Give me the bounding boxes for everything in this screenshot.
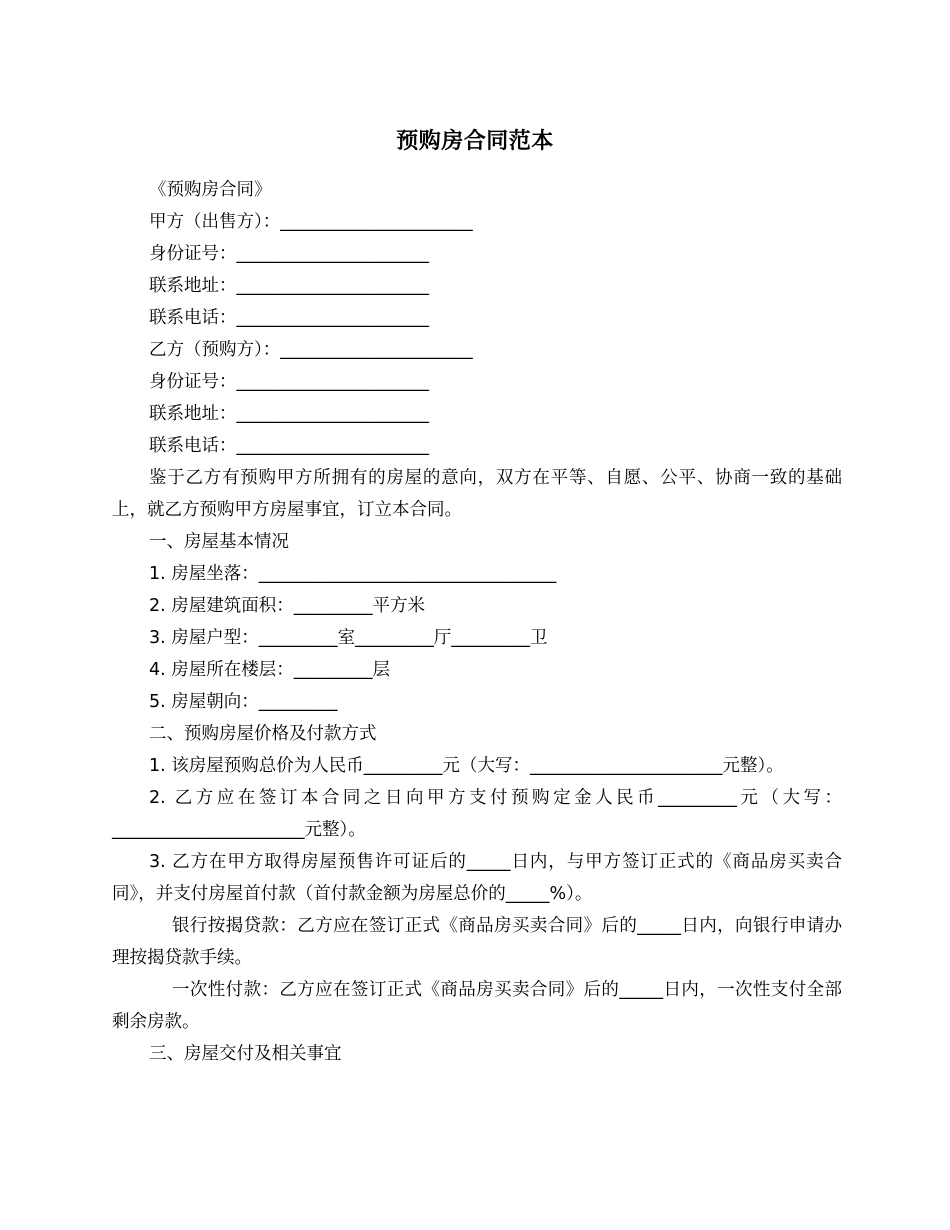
section-2-item-3: 3. 乙方在甲方取得房屋预售许可证后的_____日内，与甲方签订正式的《商品房买卖合同》，并支付房屋首付款（首付款金额为房屋总价的_____%）。 <box>112 852 842 904</box>
party-b-label: 乙方（预购方）：______________________ <box>149 340 473 360</box>
section-2-item-2: 2. 乙方应在签订本合同之日向甲方支付预购定金人民币_________元（大写：______________________元整）。 <box>112 788 842 840</box>
section-2-heading: 二、预购房屋价格及付款方式 <box>149 724 377 744</box>
party-a-id: 身份证号：______________________ <box>149 244 429 264</box>
preamble-paragraph: 鉴于乙方有预购甲方所拥有的房屋的意向，双方在平等、自愿、公平、协商一致的基础上，就乙方预购甲方房屋事宜，订立本合同。 <box>112 468 842 520</box>
lump-sum-payment-paragraph: 一次性付款：乙方应在签订正式《商品房买卖合同》后的_____日内，一次性支付全部剩余房款。 <box>112 980 842 1032</box>
section-1-item: 5. 房屋朝向：_________ <box>149 692 338 712</box>
section-2-item-1: 1. 该房屋预购总价为人民币_________元（大写：______________________元整）。 <box>149 756 784 776</box>
party-b-phone: 联系电话：______________________ <box>149 436 429 456</box>
section-1-item: 3. 房屋户型：_________室_________厅_________卫 <box>149 628 548 648</box>
document-body <box>112 174 842 1070</box>
contract-name: 《预购房合同》 <box>149 180 272 200</box>
section-1-item: 4. 房屋所在楼层：_________层 <box>149 660 391 680</box>
party-b-id: 身份证号：______________________ <box>149 372 429 392</box>
party-b-address: 联系地址：______________________ <box>149 404 429 424</box>
section-1-item: 1. 房屋坐落：__________________________________ <box>149 564 557 584</box>
loan-payment-paragraph: 银行按揭贷款：乙方应在签订正式《商品房买卖合同》后的_____日内，向银行申请办理按揭贷款手续。 <box>112 916 842 968</box>
party-a-phone: 联系电话：______________________ <box>149 308 429 328</box>
section-3-heading: 三、房屋交付及相关事宜 <box>149 1044 342 1064</box>
section-1-item: 2. 房屋建筑面积：_________平方米 <box>149 596 426 616</box>
party-a-address: 联系地址：______________________ <box>149 276 429 296</box>
section-1-heading: 一、房屋基本情况 <box>149 532 289 552</box>
document-title: 预购房合同范本 <box>396 129 554 154</box>
party-a-label: 甲方（出售方）：______________________ <box>149 212 473 232</box>
